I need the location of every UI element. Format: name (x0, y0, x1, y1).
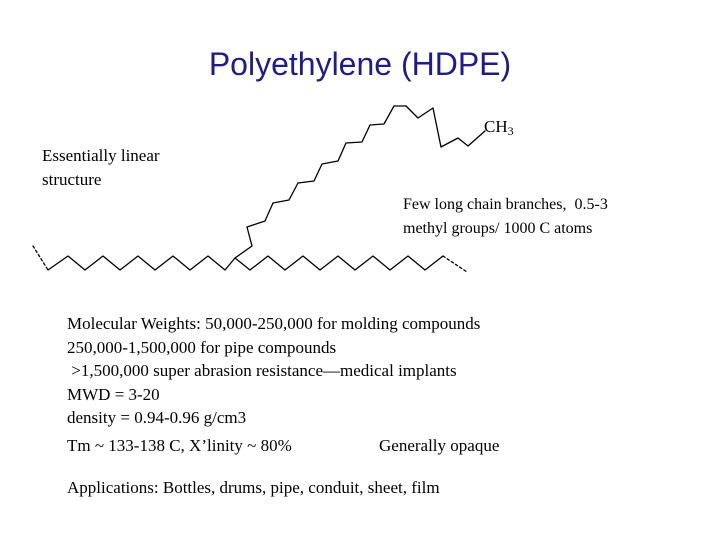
property-opacity: Generally opaque (379, 435, 500, 455)
applications-text: Applications: Bottles, drums, pipe, conduit, sheet, film (67, 478, 440, 497)
methyl-tail (406, 106, 485, 147)
slide-title: Polyethylene (HDPE) (208, 46, 512, 82)
branching-label-line-2: methyl groups/ 1000 C atoms (403, 220, 593, 237)
property-density: density = 0.94-0.96 g/cm3 (67, 408, 247, 427)
methyl-group-label (484, 117, 514, 139)
backbone-end-dashes (443, 256, 467, 272)
property-melting: Tm ~ 133-138 C, X’linity ~ 80% (67, 435, 292, 455)
property-molecular-weights: Molecular Weights: 50,000-250,000 for molding compounds (67, 314, 481, 333)
property-pipe-compounds: 250,000-1,500,000 for pipe compounds (67, 337, 337, 357)
linear-structure-label: Essentially linear structure (42, 146, 160, 189)
property-abrasion: >1,500,000 super abrasion resistance—medical implants (67, 361, 457, 380)
branching-label-line-1: Few long chain branches, 0.5-3 (403, 196, 608, 213)
property-mwd: MWD = 3-20 (67, 384, 160, 404)
backbone-chain (48, 256, 443, 270)
properties-block (67, 312, 687, 461)
methyl-group-subscript: 3 (507, 124, 514, 138)
backbone-start-dashes (33, 246, 48, 270)
methyl-group-main: CH (484, 117, 508, 136)
long-chain-branch (235, 106, 406, 258)
branching-label (403, 193, 703, 241)
melting-row (67, 431, 687, 461)
